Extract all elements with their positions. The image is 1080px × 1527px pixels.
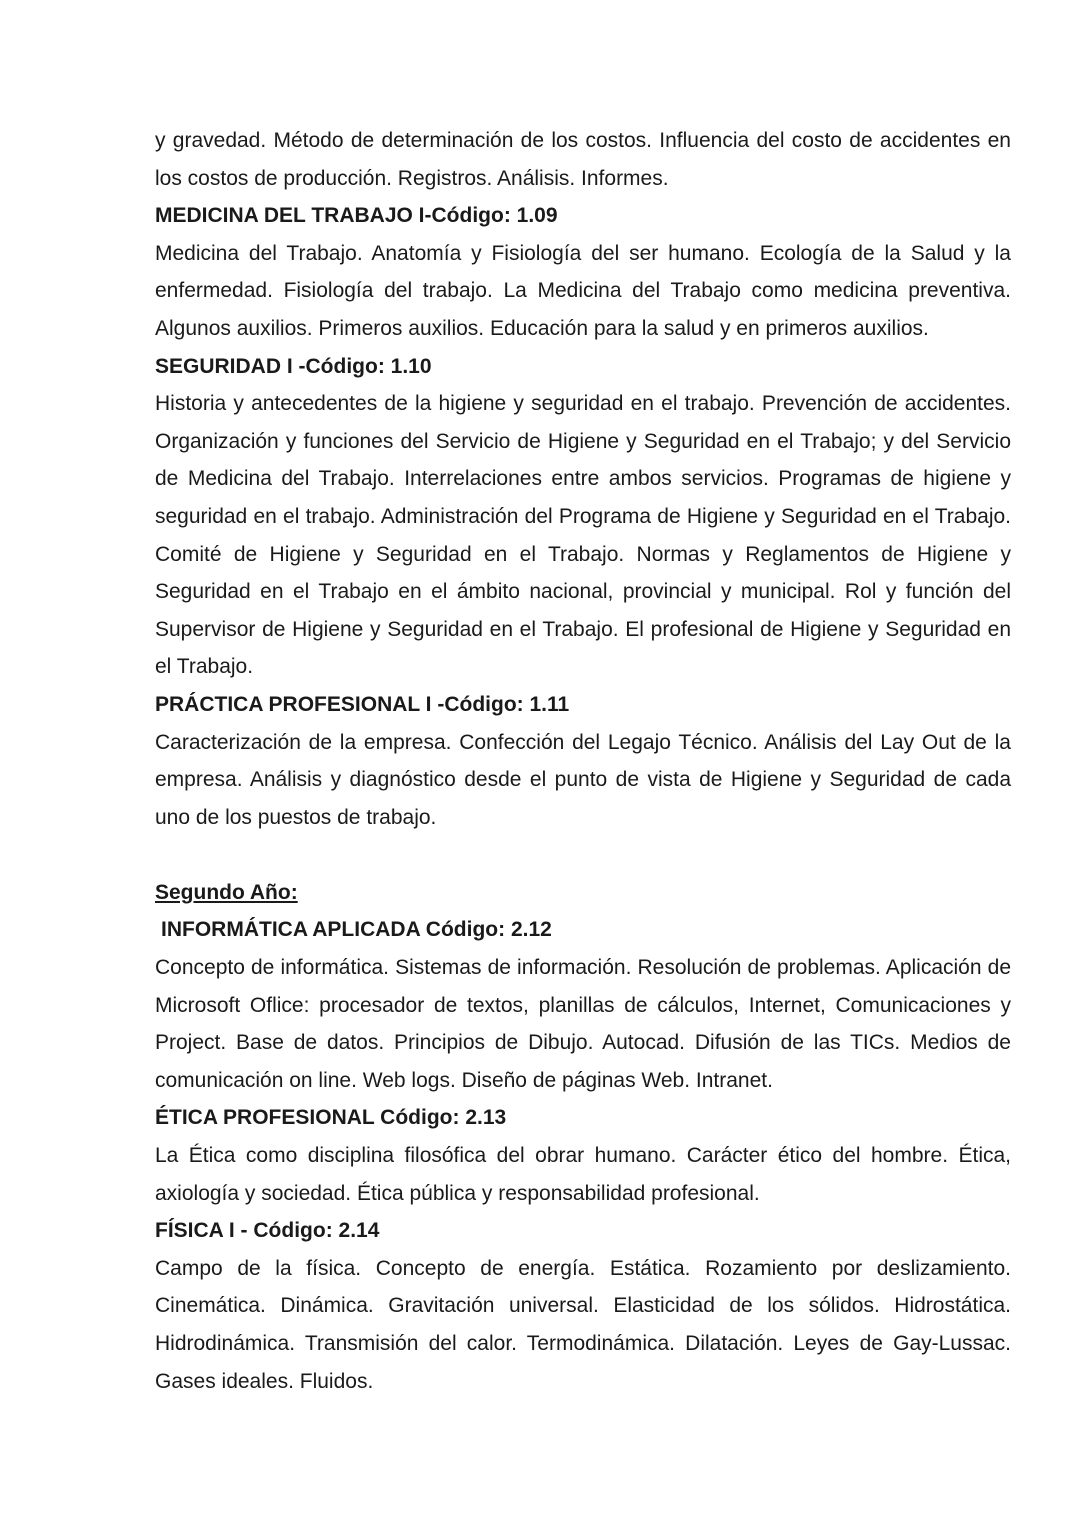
section-body: Campo de la física. Concepto de energía. Estática. Rozamiento por deslizamiento. Cinemática. Dinámica. Gravitación universal. Elasticidad de los sólidos. Hidrostática. Hidrodinámica. Transmisión del calor. Termodinámica. Dilatación. Leyes de Gay-Lussac. Gases ideales. Fluidos. <box>155 1256 1011 1393</box>
section-heading: INFORMÁTICA APLICADA Código: 2.12 <box>161 918 552 942</box>
second-year-title: Segundo Año: <box>155 880 298 904</box>
section-body: Caracterización de la empresa. Confección del Legajo Técnico. Análisis del Lay Out de la empresa. Análisis y diagnóstico desde el punto de vista de Higiene y Seguridad de cada uno de los puestos de trabajo. <box>155 730 1011 829</box>
intro-paragraph: y gravedad. Método de determinación de los costos. Influencia del costo de accidentes en los costos de producción. Registros. Análisis. Informes. <box>155 129 1011 190</box>
section-heading: SEGURIDAD I -Código: 1.10 <box>155 354 432 378</box>
section-body: Concepto de informática. Sistemas de información. Resolución de problemas. Aplicación de Microsoft Oflice: procesador de textos, planillas de cálculos, Internet, Comunicaciones y Project. Base de datos. Principios de Dibujo. Autocad. Difusión de las TICs. Medios de comunicación on line. Web logs. Diseño de páginas Web. Intranet. <box>155 956 1011 1092</box>
section-heading: FÍSICA I - Código: 2.14 <box>155 1219 380 1243</box>
section-practica-profesional <box>155 686 1011 836</box>
section-seguridad <box>155 348 1011 686</box>
section-body: Medicina del Trabajo. Anatomía y Fisiología del ser humano. Ecología de la Salud y la enfermedad. Fisiología del trabajo. La Medicina del Trabajo como medicina preventiva. Algunos auxilios. Primeros auxilios. Educación para la salud y en primeros auxilios. <box>155 241 1011 340</box>
section-heading: ÉTICA PROFESIONAL Código: 2.13 <box>155 1106 507 1130</box>
section-heading: MEDICINA DEL TRABAJO I-Código: 1.09 <box>155 204 558 228</box>
section-body: Historia y antecedentes de la higiene y seguridad en el trabajo. Prevención de accidentes. Organización y funciones del Servicio de Higiene y Seguridad en el Trabajo; y del Servicio de Medicina del Trabajo. Interrelaciones entre ambos servicios. Programas de higiene y seguridad en el trabajo. Administración del Programa de Higiene y Seguridad en el Trabajo. Comité de Higiene y Seguridad en el Trabajo. Normas y Reglamentos de Higiene y Seguridad en el Trabajo en el ámbito nacional, provincial y municipal. Rol y función del Supervisor de Higiene y Seguridad en el Trabajo. El profesional de Higiene y Seguridad en el Trabajo. <box>155 392 1011 679</box>
section-body: La Ética como disciplina filosófica del obrar humano. Carácter ético del hombre. Ética, axiología y sociedad. Ética pública y responsabilidad profesional. <box>155 1144 1011 1205</box>
document-page <box>155 122 1011 1400</box>
section-fisica <box>155 1212 1011 1400</box>
section-medicina-del-trabajo <box>155 197 1011 347</box>
section-informatica-aplicada <box>155 911 1011 1099</box>
section-etica-profesional <box>155 1099 1011 1212</box>
section-heading: PRÁCTICA PROFESIONAL I -Código: 1.11 <box>155 692 570 716</box>
